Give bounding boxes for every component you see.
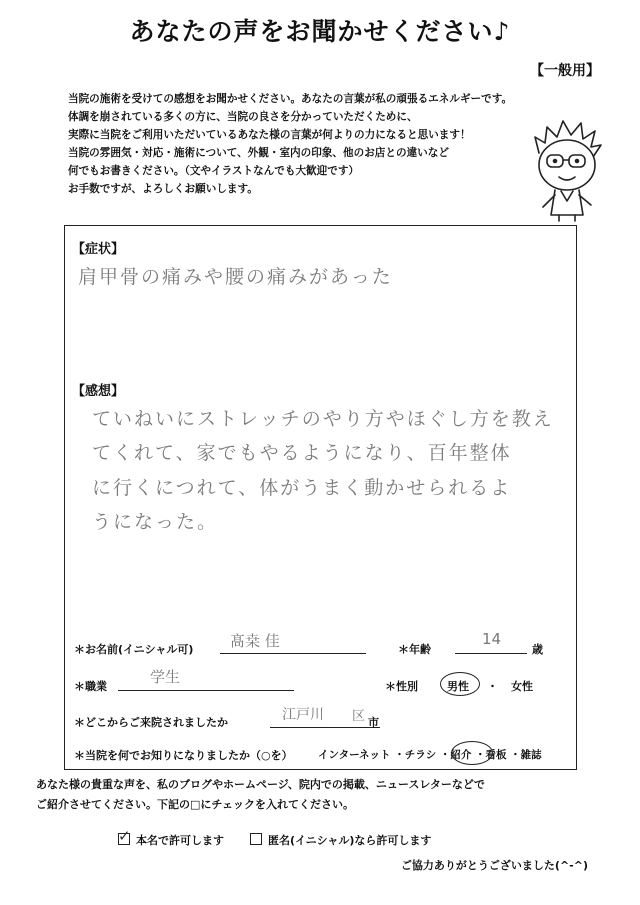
- intro-line: 何でもお書きください。（文やイラストなんでも大歓迎です）: [68, 165, 360, 177]
- source-label: ＊当院を何でお知りになりましたか（○を）: [74, 749, 293, 762]
- gender-male: 男性: [447, 680, 469, 693]
- intro-line: お手数ですが、よろしくお願いします。: [68, 183, 258, 195]
- symptom-text: 肩甲骨の痛みや腰の痛みがあった: [78, 266, 393, 288]
- doctor-mascot-icon: [525, 115, 610, 225]
- thanks-text: ご協力ありがとうございました(^-^): [400, 859, 588, 872]
- form-type-label: 【一般用】: [530, 63, 600, 79]
- intro-line: 当院の施術を受けての感想をお聞かせください。あなたの言葉が私の頑張るエネルギーです。: [68, 93, 513, 105]
- gender-selected-circle: [440, 672, 480, 696]
- option-initial[interactable]: [250, 832, 431, 848]
- job-value: 学生: [150, 668, 181, 686]
- intro-text: [68, 90, 538, 198]
- name-underline: [220, 653, 366, 654]
- gender-label: ＊性別: [385, 680, 418, 693]
- real-name-checkbox[interactable]: [118, 827, 131, 845]
- permission-line: あなた様の貴重な声を、私のブログやホームページ、院内での掲載、ニュースレターなどで: [36, 778, 485, 791]
- impression-line: ていねいにストレッチのやり方やほぐし方を教え: [92, 408, 554, 430]
- source-options: インターネット ・チラシ ・紹介 ・看板 ・雑誌: [318, 749, 542, 761]
- permission-text: [36, 775, 606, 815]
- gender-separator: ・: [487, 680, 498, 693]
- intro-line: 実際に当院をご利用いただいているあなた様の言葉が何よりの力になると思います！: [68, 129, 471, 141]
- from-underline: [270, 727, 380, 728]
- page-title: あなたの声をお聞かせください♪: [129, 17, 511, 46]
- option-real-name[interactable]: [118, 827, 224, 848]
- name-label: ＊お名前(イニシャル可): [74, 643, 194, 656]
- option-real-name-label: 本名で許可します: [136, 834, 224, 847]
- from-value: 江戸川: [282, 707, 324, 723]
- impression-line: に行くにつれて、体がうまく動かせられるよ: [92, 477, 512, 499]
- impression-line: うになった。: [92, 511, 219, 533]
- impression-label: 【感想】: [72, 384, 125, 399]
- impression-line: てくれて、家でもやるようになり、百年整体: [92, 442, 512, 464]
- permission-line: ご紹介させてください。下記の□にチェックを入れてください。: [36, 798, 355, 811]
- initial-checkbox[interactable]: [250, 833, 262, 845]
- option-initial-label: 匿名(イニシャル)なら許可します: [268, 834, 432, 847]
- from-suffix-ku: 区: [352, 709, 366, 724]
- intro-line: 当院の雰囲気・対応・施術について、外観・室内の印象、他のお店との違いなど: [68, 147, 449, 159]
- job-underline: [118, 690, 294, 691]
- job-label: ＊職業: [74, 680, 107, 693]
- symptom-label: 【症状】: [72, 242, 125, 257]
- age-value: 14: [482, 630, 502, 648]
- name-value: 髙桒 佳: [230, 632, 280, 650]
- age-underline: [455, 653, 527, 654]
- source-selected-circle: [451, 741, 493, 765]
- age-unit: 歳: [532, 643, 543, 656]
- checkmark-icon: ✓: [118, 827, 131, 845]
- from-suffix-shi: 市: [368, 716, 379, 729]
- from-label: ＊どこからご来院されましたか: [74, 716, 228, 729]
- age-label: ＊年齢: [398, 643, 431, 656]
- gender-female: 女性: [511, 680, 533, 693]
- intro-line: 体調を崩されている多くの方に、当院の良さを分かっていただくために、: [68, 111, 418, 123]
